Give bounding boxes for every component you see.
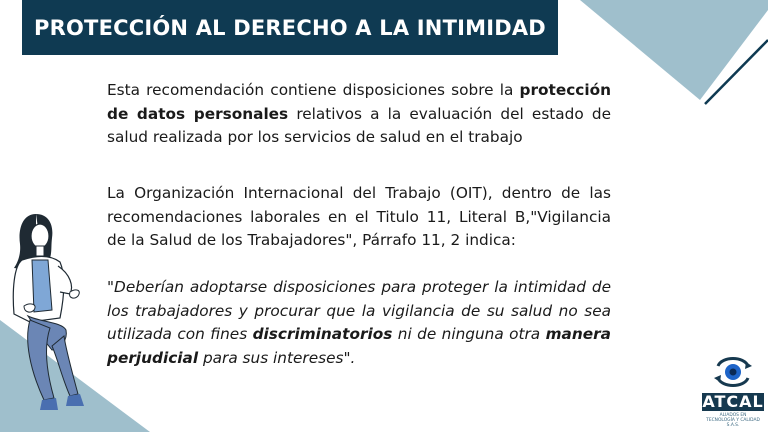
logo-eye-icon bbox=[700, 352, 766, 392]
quote-paragraph bbox=[107, 276, 611, 370]
logo-tagline bbox=[700, 413, 766, 428]
quote-bold-2: manera perjudicial bbox=[107, 325, 611, 367]
page-title: PROTECCIÓN AL DERECHO A LA INTIMIDAD bbox=[34, 15, 546, 40]
paragraph-intro bbox=[107, 79, 611, 150]
woman-illustration bbox=[0, 210, 110, 432]
atcal-logo bbox=[700, 352, 766, 428]
paragraph-intro-bold: protección de datos personales bbox=[107, 81, 611, 123]
quote-text-3: para sus intereses". bbox=[198, 348, 356, 367]
logo-tagline-line2: TECNOLOGÍA Y CALIDAD S.A.S. bbox=[706, 418, 760, 428]
paragraph-intro-text: Esta recomendación contiene disposiciones sobre la bbox=[107, 81, 520, 99]
paragraph-oit bbox=[107, 182, 611, 253]
quote-bold-1: discriminatorios bbox=[252, 325, 393, 344]
logo-name: ATCAL bbox=[702, 392, 764, 411]
logo-tagline-line1: ALIADOS EN bbox=[719, 413, 747, 418]
paragraph-intro-rest: relativos a la evaluación del estado de salud realizada por los servicios de salud en el trabajo bbox=[107, 104, 612, 147]
quote-text-2: ni de ninguna otra bbox=[392, 325, 546, 344]
quote-text-1: "Deberían adoptarse disposiciones para proteger la intimidad de los trabajadores y procurar que la vigilancia de su salud no sea utilizada con fines bbox=[107, 278, 611, 344]
paragraph-oit-text: La Organización Internacional del Trabajo (OIT), dentro de las recomendaciones laborales en el Titulo 11, Literal B,"Vigilancia de la Salud de los Trabajadores", Párrafo 11, 2 indica: bbox=[107, 184, 611, 250]
title-banner bbox=[22, 0, 558, 55]
